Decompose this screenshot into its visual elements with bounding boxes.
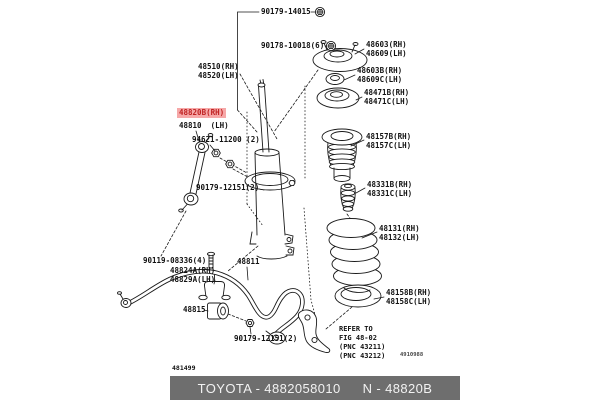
part-label-90119-08336[interactable]: 90119-08336(4): [143, 256, 207, 265]
part-label-48158b-rh[interactable]: 48158B(RH): [386, 288, 432, 297]
strut-drawing: [245, 80, 295, 260]
part-label-48820b-rh-highlighted[interactable]: 48820B(RH): [179, 108, 225, 117]
part-label-90178-10018[interactable]: 90178-10018(6): [261, 41, 325, 50]
part-label-48158c-lh[interactable]: 48158C(LH): [386, 297, 432, 306]
part-label-90179-14015[interactable]: 90179-14015: [261, 7, 311, 16]
knuckle-arm-drawing: [298, 310, 329, 353]
part-label-48157c-lh[interactable]: 48157C(LH): [366, 141, 412, 150]
part-label-94621-11200[interactable]: 94621-11200 (2): [192, 135, 260, 144]
refer-note-line1: REFER TO: [339, 325, 373, 333]
refer-note-line2: FIG 48-02: [339, 334, 377, 342]
fastener-drawings: [212, 149, 254, 326]
part-label-48811[interactable]: 48811: [237, 257, 260, 266]
figure-code: 481499: [172, 364, 196, 372]
nut-icon: [326, 41, 335, 50]
part-label-48609c-lh[interactable]: 48609C(LH): [357, 75, 403, 84]
part-label-48471b-rh[interactable]: 48471B(RH): [364, 88, 410, 97]
part-label-48609-lh[interactable]: 48609(LH): [366, 49, 407, 58]
part-label-48824a-rh[interactable]: 48824A(RH): [170, 266, 216, 275]
sheet-code: 4910988: [400, 352, 424, 358]
part-label-48829a-lh[interactable]: 48829A(LH): [170, 275, 216, 284]
footer-part-number: TOYOTA - 4882058010: [197, 380, 341, 396]
footer-bar: [170, 376, 460, 400]
stabilizer-bushing-drawing: [208, 303, 229, 319]
refer-note-line4: (PNC 43212): [339, 352, 386, 360]
coil-spring-drawing: [327, 219, 382, 286]
spring-lower-insulator-drawing: [335, 285, 381, 307]
part-label-48603b-rh[interactable]: 48603B(RH): [357, 66, 403, 75]
part-label-48331b-rh[interactable]: 48331B(RH): [367, 180, 413, 189]
part-label-48603-rh[interactable]: 48603(RH): [366, 40, 407, 49]
part-label-48157b-rh[interactable]: 48157B(RH): [366, 132, 412, 141]
nut-icon: [315, 7, 324, 16]
part-label-48131-rh[interactable]: 48131(RH): [379, 224, 420, 233]
part-label-90179-12151-upper[interactable]: 90179-12151(2): [196, 183, 260, 192]
refer-note-line3: (PNC 43211): [339, 343, 386, 351]
part-label-48510-rh[interactable]: 48510(RH): [198, 62, 239, 71]
part-label-48471c-lh[interactable]: 48471C(LH): [364, 97, 410, 106]
upper-spring-seat-drawing: [317, 88, 359, 108]
bump-stopper-drawing: [341, 184, 356, 211]
part-label-48815[interactable]: 48815: [183, 305, 206, 314]
footer-pnc: N - 48820B: [362, 380, 433, 396]
part-label-48331c-lh[interactable]: 48331C(LH): [367, 189, 413, 198]
mount-washer-drawing: [326, 74, 344, 85]
part-label-48520-lh[interactable]: 48520(LH): [198, 71, 239, 80]
dust-boot-drawing: [322, 129, 362, 182]
part-label-90179-12151-lower[interactable]: 90179-12151(2): [234, 334, 298, 343]
part-label-48810-lh[interactable]: 48810 (LH): [179, 121, 229, 130]
stabilizer-link-drawing: [179, 134, 213, 213]
part-label-48132-lh[interactable]: 48132(LH): [379, 233, 420, 242]
